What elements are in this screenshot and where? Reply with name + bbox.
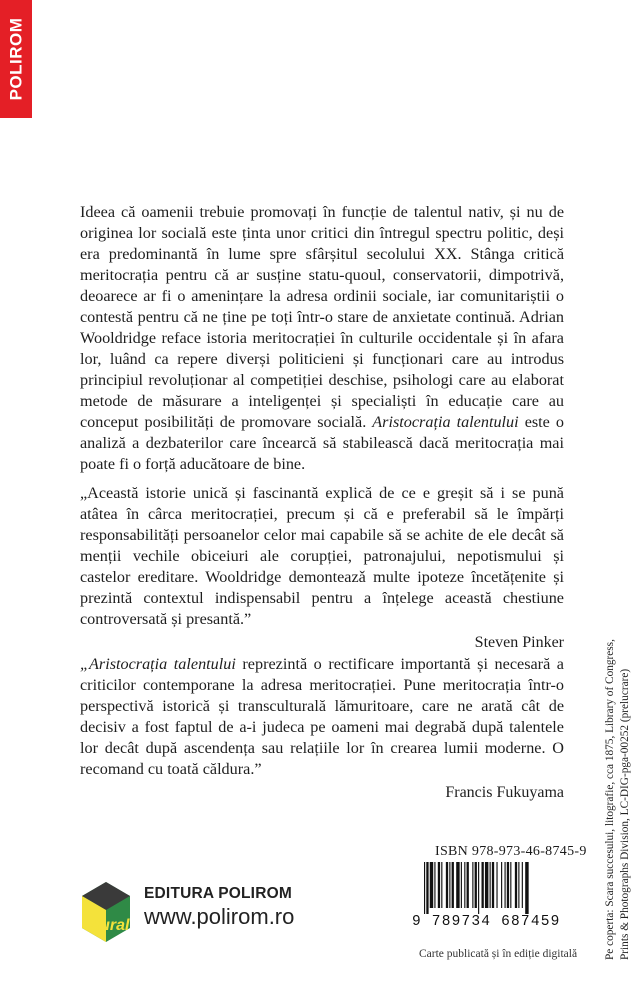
description-text-part2: este o analiză a dezbaterilor care încearcă să stabilească dacă meritocrația mai poate fi o forță aducătoare de bine. bbox=[80, 413, 564, 473]
book-title-inline: Aristocrația talentului bbox=[372, 413, 519, 431]
cover-credit-line1: Pe coperta: Scara succesului, litografie, cca 1875, Library of Congress, bbox=[604, 639, 616, 960]
description-text-part1: Ideea că oamenii trebuie promovați în funcție de talentul nativ, și nu de originea lor socială este ținta unor critici din întregul spectru politic, deși era predominantă în lume spre sfârșitul secolului XX. Stânga critică meritocrația pentru că ar susține statu-quoul, conservatorii, dimpotrivă, deoarece ar fi o amenințare la adresa ordinii sociale, iar comunitariștii o contestă pentru că ne ține pe toți într-o stare de anxietate continuă. Adrian Wooldridge reface istoria meritocrației în culturile occidentale și în afara lor, luând ca repere diverși politicieni și funcționari care au introdus principiul revoluționar al competiției deschise, psihologi care au elaborat metode de măsurare a inteligenței și specialiști în educație care au conceput posibilități de promovare socială. bbox=[80, 203, 564, 431]
quote-fukuyama bbox=[80, 654, 564, 803]
polirom-spine-logo bbox=[0, 0, 32, 118]
cover-credit-line2: Prints & Photographs Division, LC-DIG-pga-00252 (prelucrare) bbox=[619, 668, 631, 960]
plural-logo-word: Plural bbox=[85, 917, 130, 934]
publisher-name: EDITURA POLIROM bbox=[144, 885, 292, 902]
publisher-block bbox=[80, 880, 340, 952]
quote-pinker-text: „Această istorie unică și fascinantă explică de ce e greșit să i se pună atâtea în cârca meritocrației, precum și că e preferabil să le împărți responsabilități persoanelor celor mai capabile să se achite de ele decât să menții vechile obiceiuri ale corupției, patronajului, nepotismului și castelor ereditare. Wooldridge demonteazǎ multe ipoteze încetățenite și prezintă contextul indispensabil pentru a înțelege această chestiune controversată și presantă.” bbox=[80, 484, 564, 628]
description-paragraph bbox=[80, 202, 564, 475]
isbn-label: ISBN 978-973-46-8745-9 bbox=[435, 844, 587, 859]
spine-logo-text: POLIROM bbox=[6, 17, 25, 101]
barcode-digits: 9 789734 687459 bbox=[412, 914, 561, 930]
quote-fukuyama-title: „Aristocrația talentului bbox=[80, 655, 236, 673]
quote-fukuyama-author: Francis Fukuyama bbox=[445, 784, 564, 801]
quote-pinker bbox=[80, 483, 564, 653]
digital-edition-note: Carte publicată și în ediție digitală bbox=[419, 948, 578, 960]
cover-credit bbox=[597, 590, 639, 960]
publisher-url: www.polirom.ro bbox=[144, 904, 295, 929]
barcode-icon bbox=[420, 862, 584, 914]
quote-fukuyama-text: reprezintă o rectificare importantă și necesară a criticilor contemporane la adresa meritocrației. Pune meritocrația într-o perspectivă istorică și transculturală lămuritoare, care ne arată cât de decisiv a fost faptul de a-i judeca pe oameni mai degrabă după talentele lor decât după ascendența sau relațiile lor în crearea lumii moderne. O recomand cu toată căldura.” bbox=[80, 655, 564, 778]
quote-pinker-author: Steven Pinker bbox=[474, 634, 564, 651]
